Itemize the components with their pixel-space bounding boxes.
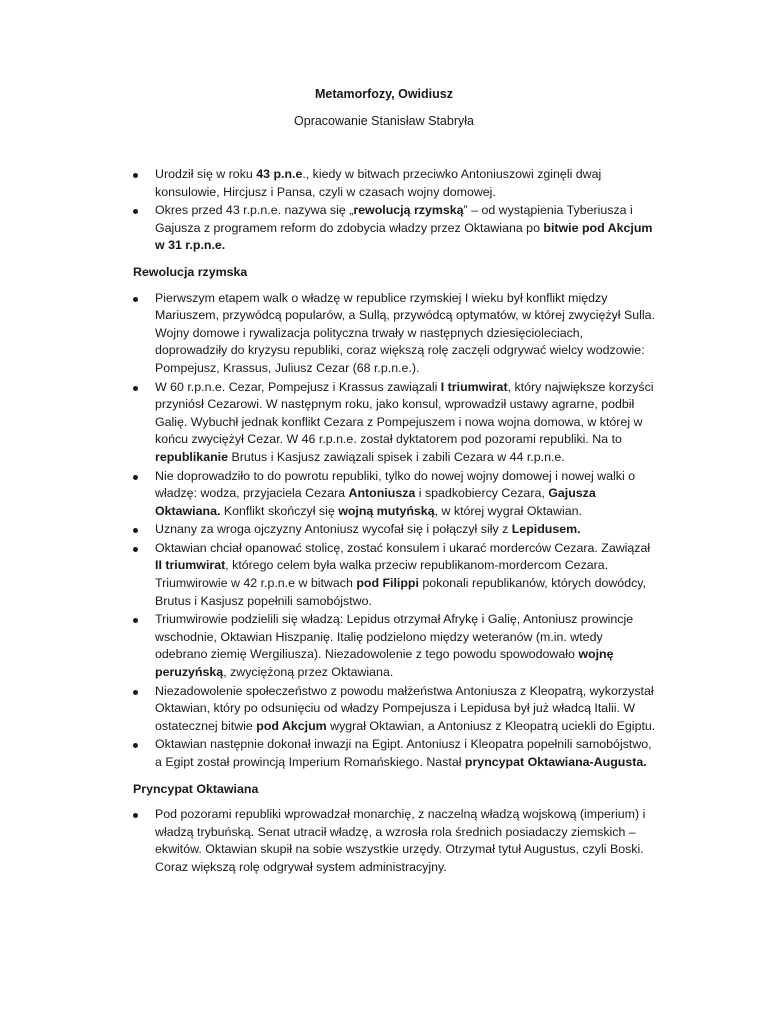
text-segment: pokonali republikanów, których dowódcy, Brutus i Kasjusz popełnili samobójstwo.	[155, 576, 646, 608]
text-segment: Pierwszym etapem walk o władzę w republice rzymskiej I wieku był konflikt między Mariuszem, przywódcą popularów, a Sullą, przywódcą optymatów, w której zwyciężył Sulla. Wojny domowe i rywalizacja polityczna trwały w następnych dziesięcioleciach, doprowadziły do kryzysu republiki, coraz większą rolę zaczęli odgrywać wielcy wodzowie: Pompejusz, Krassus, Juliusz Cezar (68 r.p.n.e.).	[155, 290, 655, 375]
text-segment: , którego celem była walka przeciw republikanom-mordercom Cezara. Triumwirowie w 42 r.p.n.e w bitwach	[155, 558, 609, 591]
bold-text-segment: Gajusza Oktawiana.	[155, 486, 596, 518]
bullet-dot-icon	[133, 475, 138, 480]
bullet-text	[155, 203, 652, 252]
bullet-text	[155, 684, 655, 733]
intro-list	[133, 166, 658, 255]
text-segment: Triumwirowie podzielili się władzą: Lepidus otrzymał Afrykę i Galię, Antoniusz prowincje wschodnie, Oktawian Hiszpanię. Italię podzielono między weteranów (m.in. wtedy odebrano ziemię Wergiliusza). Niezadowolenie z tego powodu spowodowało	[155, 612, 634, 662]
section-heading-pryncypat: Pryncypat Oktawiana	[133, 781, 259, 796]
bullet-item	[133, 611, 658, 681]
bullet-dot-icon	[133, 209, 138, 214]
text-segment: ., kiedy w bitwach przeciwko Antoniuszowi zginęli dwaj konsulowie, Hircjusz i Pansa, czyli w czasach wojny domowej.	[155, 167, 602, 199]
bullet-item	[133, 166, 658, 201]
text-segment: Niezadowolenie społeczeństwo z powodu małżeństwa Antoniusza z Kleopatrą, wykorzystał Oktawian, który po odsunięciu od władzy Pompejusza i Lepidusa był już władcą Italii. W ostatecznej bitwie	[155, 683, 654, 733]
bullet-text	[155, 737, 652, 769]
bullet-dot-icon	[133, 528, 138, 533]
text-segment: Oktawian chciał opanować stolicę, zostać konsulem i ukarać morderców Cezara. Zawiązał	[155, 540, 651, 555]
bold-text-segment: pryncypat Oktawiana-Augusta.	[464, 755, 647, 769]
text-segment: Oktawian następnie dokonał inwazji na Egipt. Antoniusz i Kleopatra popełnili samobójstwo, a Egipt został prowincją Imperium Romańskiego. Nastał	[155, 737, 652, 769]
section-heading-rewolucja: Rewolucja rzymska	[133, 264, 248, 279]
bullet-dot-icon	[133, 173, 138, 178]
bold-text-segment: pod Akcjum	[256, 718, 327, 733]
bullet-text	[155, 807, 645, 874]
bold-text-segment: republikanie	[155, 449, 228, 464]
bullet-item	[133, 806, 658, 876]
bold-text-segment: rewolucją rzymską	[353, 203, 464, 218]
bullet-text	[155, 522, 581, 536]
bullet-dot-icon	[133, 743, 138, 748]
section2-list	[133, 806, 658, 876]
bullet-text	[155, 612, 633, 679]
bold-text-segment: pod Filippi	[356, 576, 419, 591]
text-segment: Nie doprowadziło to do powrotu republiki, tylko do nowej wojny domowej i nowej walki o władzę: wodza, przyjaciela Cezara	[155, 468, 636, 501]
bullet-text	[155, 469, 635, 518]
bullet-item	[133, 540, 658, 610]
bullet-item	[133, 290, 658, 378]
bullet-item	[133, 379, 658, 467]
bold-text-segment: 43 p.n.e	[256, 167, 303, 181]
bullet-text	[155, 380, 654, 464]
text-segment: Pod pozorami republiki wprowadzał monarchię, z naczelną władzą wojskową (imperium) i władzą trybuńską. Senat utracił władzę, a wzrosła rola średnich posiadaczy ziemskich – ekwitów. Oktawian skupił na sobie wszystkie urzędy. Otrzymał tytuł Augustus, czyli Boski. Coraz większą rolę odgrywał system administracyjny.	[155, 807, 646, 874]
document-author: Opracowanie Stanisław Stabryła	[294, 114, 474, 128]
bullet-text	[155, 541, 650, 608]
bold-text-segment: wojną mutyńską	[338, 503, 435, 518]
section1-list	[133, 290, 658, 772]
text-segment: , który największe korzyści przyniósł Cezarowi. W następnym roku, jako konsul, wprowadził ustawy agrarne, podbił Galię. Wybuchł jednak konflikt Cezara z Pompejuszem i nowa wojna domowa, w której w końcu zwyciężył Cezar. W 46 r.p.n.e. został dyktatorem pod pozorami republiki. Na to	[155, 379, 654, 447]
bullet-text	[155, 291, 655, 375]
text-segment: wygrał Oktawian, a Antoniusz z Kleopatrą uciekli do Egiptu.	[326, 718, 656, 733]
bold-text-segment: II triumwirat	[155, 558, 226, 573]
bullet-dot-icon	[133, 813, 138, 818]
text-segment: Uznany za wroga ojczyzny Antoniusz wycofał się i połączył siły z	[155, 522, 512, 537]
bullet-dot-icon	[133, 386, 138, 391]
bullet-item	[133, 736, 658, 771]
text-segment: Konflikt skończył się	[220, 503, 339, 518]
bullet-item	[133, 202, 658, 255]
text-segment: , w której wygrał Oktawian.	[434, 503, 582, 518]
bullet-item	[133, 683, 658, 736]
bold-text-segment: I triumwirat	[440, 379, 508, 394]
document-body	[133, 166, 658, 878]
bullet-dot-icon	[133, 297, 138, 302]
bullet-dot-icon	[133, 618, 138, 623]
bold-text-segment: Lepidusem.	[511, 522, 581, 537]
text-segment: Urodził się w roku	[155, 167, 257, 181]
bold-text-segment: wojnę peruzyńską	[155, 647, 614, 680]
bullet-text	[155, 167, 601, 199]
bold-text-segment: bitwie pod Akcjum w 31 r.p.n.e.	[155, 220, 653, 253]
text-segment: W 60 r.p.n.e. Cezar, Pompejusz i Krassus zawiązali	[155, 379, 441, 394]
bullet-dot-icon	[133, 690, 138, 695]
bold-text-segment: Antoniusza	[348, 486, 416, 501]
text-segment: Brutus i Kasjusz zawiązali spisek i zabili Cezara w 44 r.p.n.e.	[228, 449, 565, 464]
text-segment: Okres przed 43 r.p.n.e. nazywa się „	[155, 203, 354, 218]
text-segment: ” – od wystąpienia Tyberiusza i Gajusza z programem reform do zdobycia władzy przez Oktawiana po	[155, 203, 633, 235]
text-segment: i spadkobiercy Cezara,	[415, 486, 549, 501]
bullet-item	[133, 468, 658, 521]
bullet-item	[133, 521, 658, 539]
bullet-dot-icon	[133, 547, 138, 552]
text-segment: , zwyciężoną przez Oktawiana.	[223, 665, 394, 680]
document-title: Metamorfozy, Owidiusz	[315, 87, 453, 101]
